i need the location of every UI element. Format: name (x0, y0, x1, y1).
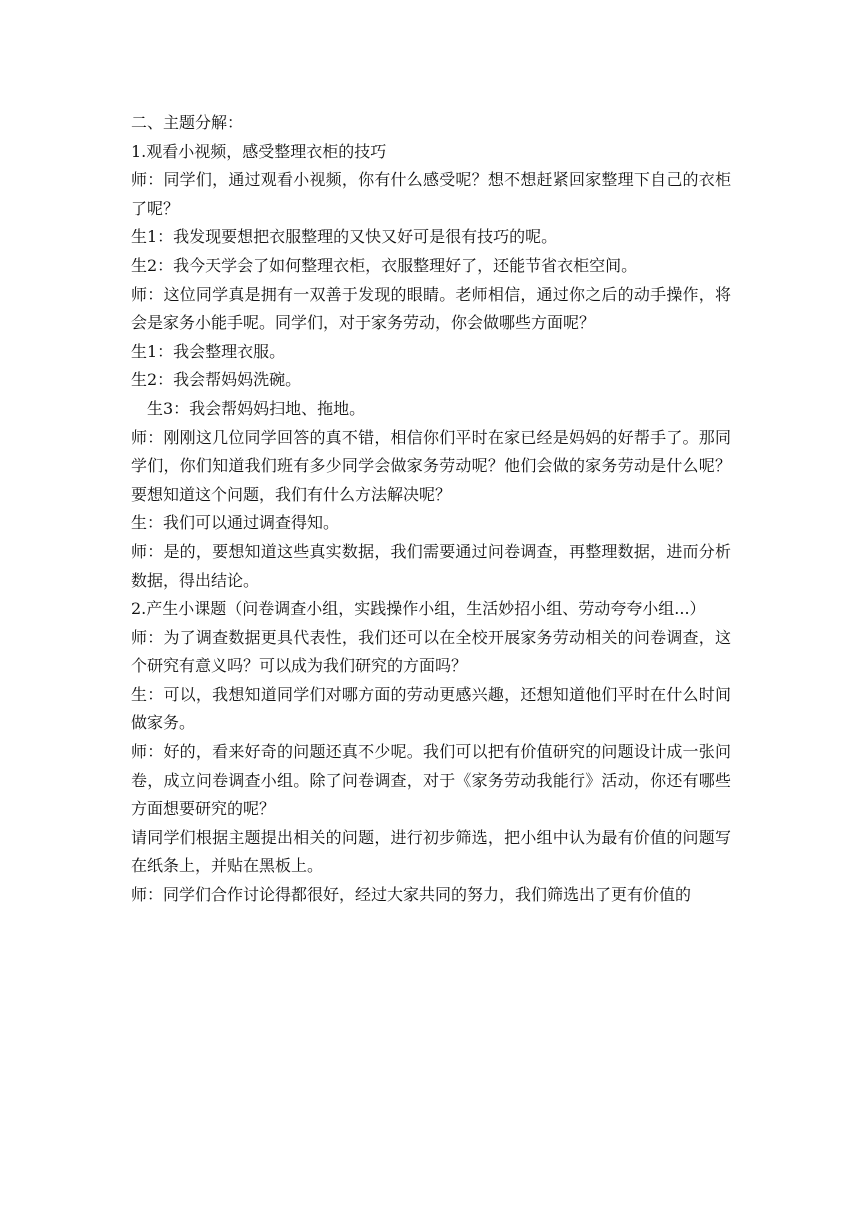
subsection-heading-2: 2.产生小课题（问卷调查小组，实践操作小组，生活妙招小组、劳动夸夸小组...） (131, 599, 706, 619)
paragraph: 师：同学们合作讨论得都很好，经过大家共同的努力，我们筛选出了更有价值的 (131, 885, 692, 905)
paragraph: 生1：我会整理衣服。 (131, 341, 286, 361)
document-body (131, 109, 731, 910)
paragraph: 生2：我今天学会了如何整理衣柜，衣服整理好了，还能节省衣柜空间。 (131, 255, 638, 275)
subsection-heading-1: 1.观看小视频，感受整理衣柜的技巧 (131, 141, 387, 161)
paragraph: 师：为了调查数据更具代表性，我们还可以在全校开展家务劳动相关的问卷调查，这个研究有意义吗？可以成为我们研究的方面吗？ (131, 627, 731, 676)
paragraph: 生：可以，我想知道同学们对哪方面的劳动更感兴趣，还想知道他们平时在什么时间做家务。 (131, 684, 731, 733)
paragraph: 师：好的，看来好奇的问题还真不少呢。我们可以把有价值研究的问题设计成一张问卷，成立问卷调查小组。除了问卷调查，对于《家务劳动我能行》活动，你还有哪些方面想要研究的呢？ (131, 742, 731, 819)
paragraph: 生：我们可以通过调查得知。 (131, 513, 340, 533)
paragraph: 师：是的，要想知道这些真实数据，我们需要通过问卷调查，再整理数据，进而分析数据，得出结论。 (131, 541, 731, 590)
paragraph: 生1：我发现要想把衣服整理的又快又好可是很有技巧的呢。 (131, 227, 558, 247)
paragraph: 师：刚刚这几位同学回答的真不错，相信你们平时在家已经是妈妈的好帮手了。那同学们，你们知道我们班有多少同学会做家务劳动呢？他们会做的家务劳动是什么呢？要想知道这个问题，我们有什么方法解决呢？ (131, 427, 731, 504)
paragraph: 师：同学们，通过观看小视频，你有什么感受呢？想不想赶紧回家整理下自己的衣柜了呢？ (131, 170, 731, 218)
paragraph: 生3：我会帮妈妈扫地、拖地。 (147, 398, 366, 418)
paragraph: 生2：我会帮妈妈洗碗。 (131, 370, 302, 390)
section-heading: 二、主题分解： (131, 113, 244, 132)
paragraph: 请同学们根据主题提出相关的问题，进行初步筛选，把小组中认为最有价值的问题写在纸条上，并贴在黑板上。 (131, 827, 731, 876)
paragraph: 师：这位同学真是拥有一双善于发现的眼睛。老师相信，通过你之后的动手操作，将会是家务小能手呢。同学们，对于家务劳动，你会做哪些方面呢？ (131, 284, 731, 333)
